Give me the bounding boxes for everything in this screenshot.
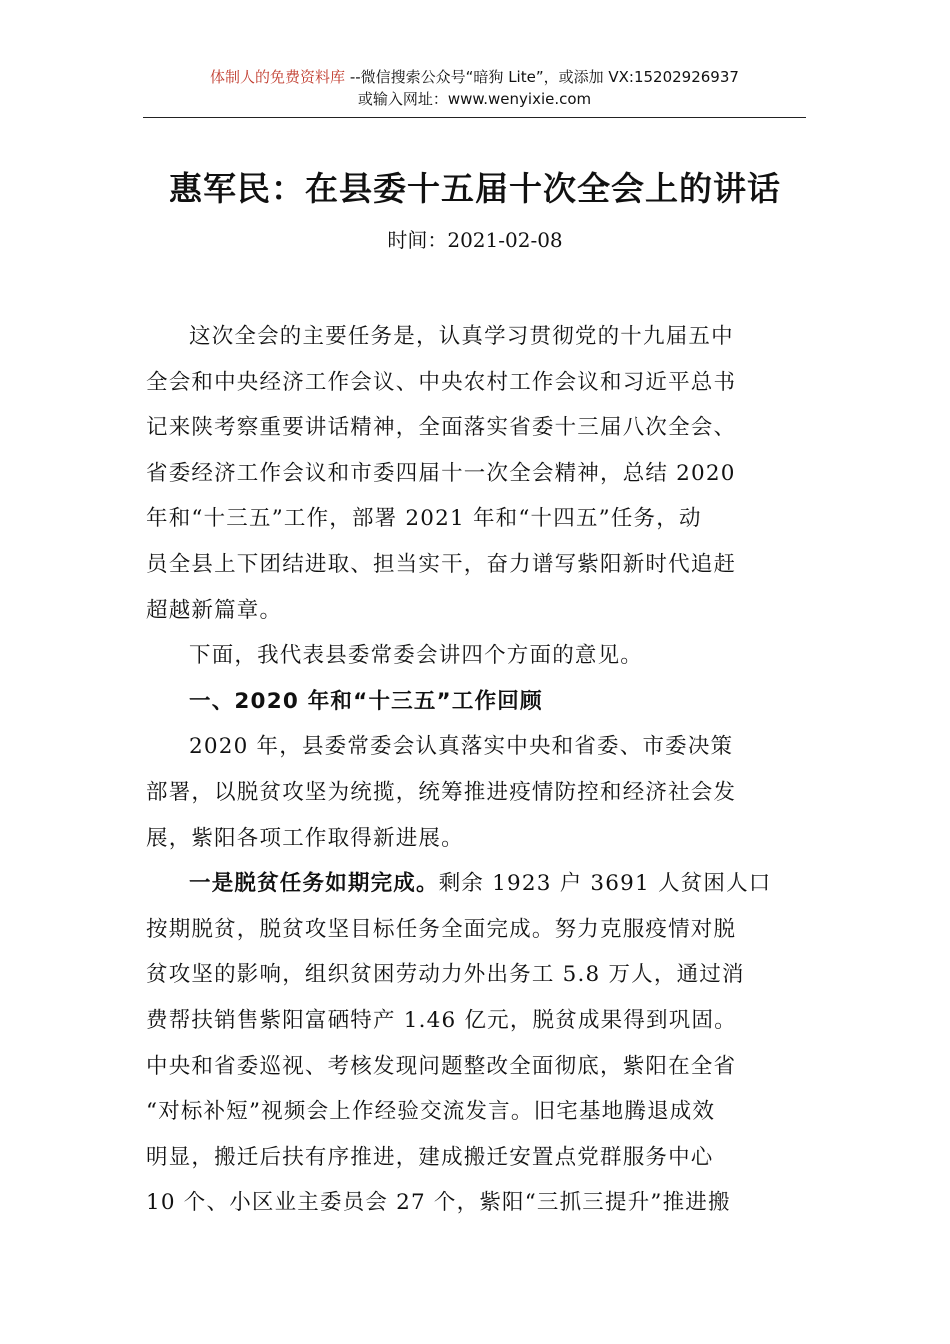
body-line: 10 个、小区业主委员会 27 个，紫阳“三抓三提升”推进搬 [146, 1190, 731, 1216]
header-url-line: 或输入网址：www.wenyixie.com [357, 90, 592, 108]
promo-header [143, 66, 806, 110]
body-line: 展，紫阳各项工作取得新进展。 [146, 825, 464, 851]
body-line: 全会和中央经济工作会议、中央农村工作会议和习近平总书 [146, 369, 737, 395]
document-date: 时间：2021-02-08 [387, 228, 563, 252]
section-heading: 一、2020 年和“十三五”工作回顾 [189, 688, 543, 714]
body-line: 贫攻坚的影响，组织贫困劳动力外出务工 5.8 万人，通过消 [146, 962, 745, 988]
brand-name: 体制人的免费资料库 [210, 68, 346, 86]
body-line: 中央和省委巡视、考核发现问题整改全面彻底，紫阳在全省 [146, 1053, 737, 1079]
body-line: 省委经济工作会议和市委四届十一次全会精神，总结 2020 [146, 460, 736, 486]
body-line: 员全县上下团结进取、担当实干，奋力谱写紫阳新时代追赶 [146, 551, 737, 577]
body-line: 2020 年，县委常委会认真落实中央和省委、市委决策 [189, 734, 734, 760]
promo-text: --微信搜索公众号“暗狗 Lite”，或添加 VX:15202926937 [345, 68, 739, 86]
body-line: “对标补短”视频会上作经验交流发言。旧宅基地腾退成效 [146, 1099, 716, 1125]
header-line-1 [143, 66, 806, 88]
body-line-lead [146, 861, 806, 907]
document-body [146, 314, 806, 1226]
body-line: 这次全会的主要任务是，认真学习贯彻党的十九届五中 [189, 324, 734, 349]
body-line: 记来陕考察重要讲话精神，全面落实省委十三届八次全会、 [146, 415, 737, 441]
body-line: 超越新篇章。 [146, 597, 283, 623]
lead-line-rest: 剩余 1923 户 3691 人贫困人口 [438, 871, 772, 897]
body-line: 部署，以脱贫攻坚为统揽，统筹推进疫情防控和经济社会发 [146, 779, 737, 805]
body-line: 下面，我代表县委常委会讲四个方面的意见。 [189, 643, 644, 669]
body-line: 费帮扶销售紫阳富硒特产 1.46 亿元，脱贫成果得到巩固。 [146, 1007, 737, 1033]
header-divider [143, 117, 806, 118]
lead-phrase: 一是脱贫任务如期完成。 [189, 871, 439, 897]
document-title: 惠军民：在县委十五届十次全会上的讲话 [169, 169, 781, 208]
body-line: 年和“十三五”工作，部署 2021 年和“十四五”任务，动 [146, 506, 702, 532]
body-line: 按期脱贫，脱贫攻坚目标任务全面完成。努力克服疫情对脱 [146, 916, 737, 942]
body-line: 明显，搬迁后扶有序推进，建成搬迁安置点党群服务中心 [146, 1144, 714, 1170]
